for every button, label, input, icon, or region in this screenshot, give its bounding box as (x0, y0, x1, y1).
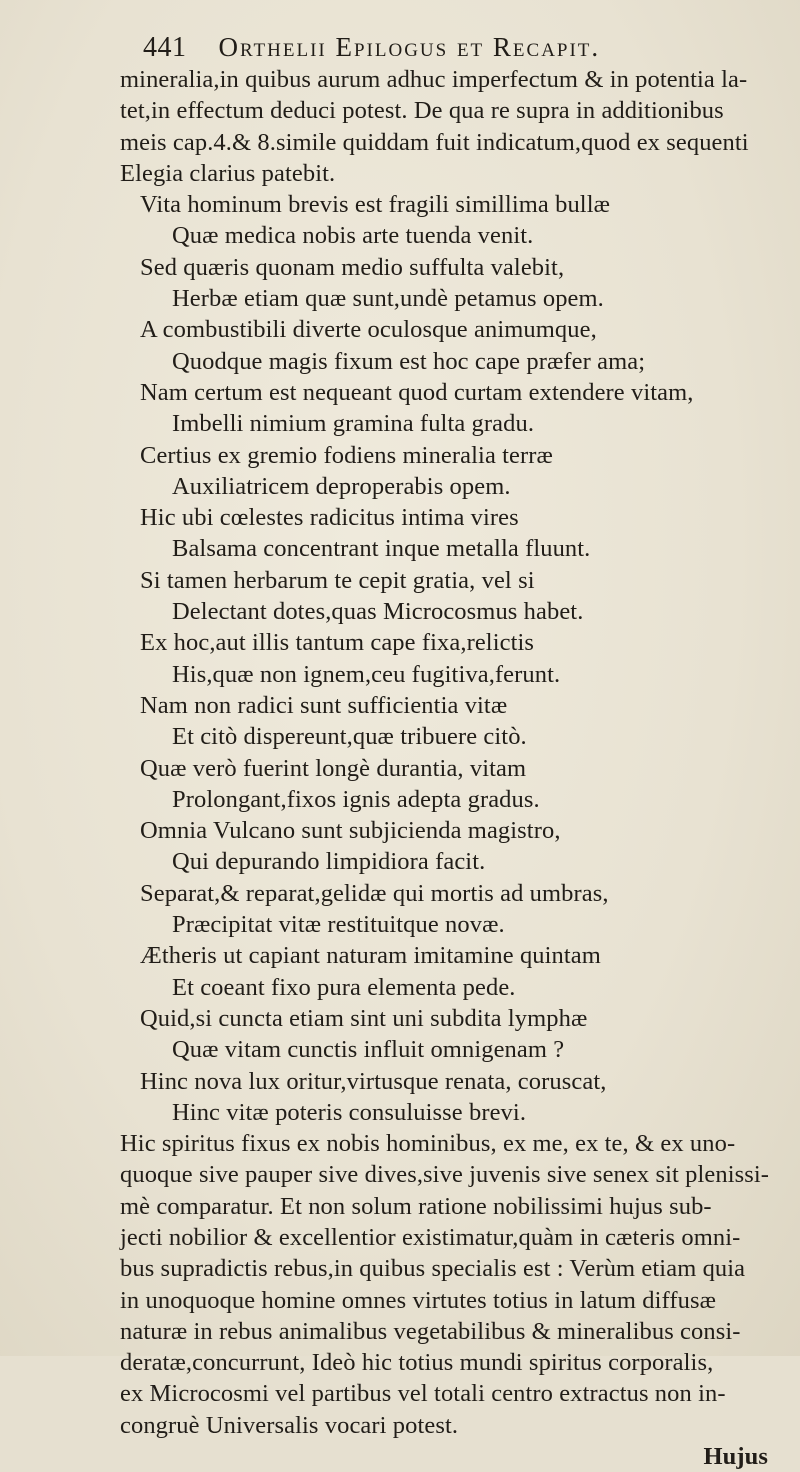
verse-line: Quodque magis fixum est hoc cape præfer ama; (172, 347, 646, 375)
prose-line: congruè Universalis vocari potest. (120, 1411, 459, 1439)
verse-line: Quid,si cuncta etiam sint uni subdita lymphæ (140, 1004, 588, 1032)
verse-line: Imbelli nimium gramina fulta gradu. (172, 410, 535, 438)
verse-line: A combustibili diverte oculosque animumque, (140, 316, 597, 344)
prose-line: ex Microcosmi vel partibus vel totali centro extractus non in- (120, 1380, 726, 1408)
prose-line: quoque sive pauper sive dives,sive juvenis sive senex sit plenissi- (120, 1161, 770, 1189)
verse-line: Quæ medica nobis arte tuenda venit. (172, 222, 534, 250)
verse-line: Prolongant,fixos ignis adepta gradus. (172, 785, 540, 813)
page-header (143, 32, 783, 68)
prose-line: tet,in effectum deduci potest. De qua re supra in additionibus (120, 97, 724, 125)
verse-line: Præcipitat vitæ restituitque novæ. (172, 911, 505, 939)
verse-line: Et coeant fixo pura elementa pede. (172, 973, 516, 1001)
prose-line: Elegia clarius patebit. (120, 159, 336, 187)
verse-line: His,quæ non ignem,ceu fugitiva,ferunt. (172, 660, 561, 688)
verse-line: Hinc vitæ poteris consuluisse brevi. (172, 1098, 527, 1126)
verse-line: Quæ vitam cunctis influit omnigenam ? (172, 1036, 565, 1064)
verse-line: Si tamen herbarum te cepit gratia, vel si (140, 566, 535, 594)
verse-line: Sed quæris quonam medio suffulta valebit, (140, 253, 565, 281)
verse-line: Herbæ etiam quæ sunt,undè petamus opem. (172, 285, 604, 313)
prose-line: meis cap.4.& 8.simile quiddam fuit indicatum,quod ex sequenti (120, 128, 749, 156)
verse-line: Hic ubi cœlestes radicitus intima vires (140, 504, 519, 532)
verse-line: Nam non radici sunt sufficientia vitæ (140, 691, 508, 719)
verse-line: Omnia Vulcano sunt subjicienda magistro, (140, 817, 561, 845)
verse-line: Certius ex gremio fodiens mineralia terræ (140, 441, 553, 469)
catchword: Hujus (703, 1443, 768, 1471)
prose-line: in unoquoque homine omnes virtutes totius in latum diffusæ (120, 1286, 717, 1314)
running-head: Orthelii Epilogus et Recapit. (218, 32, 601, 62)
verse-line: Balsama concentrant inque metalla fluunt. (172, 535, 591, 563)
prose-line: mè comparatur. Et non solum ratione nobilissimi hujus sub- (120, 1192, 712, 1220)
verse-line: Quæ verò fuerint longè durantia, vitam (140, 754, 527, 782)
verse-line: Hinc nova lux oritur,virtusque renata, coruscat, (140, 1067, 607, 1095)
verse-line: Ex hoc,aut illis tantum cape fixa,relictis (140, 629, 535, 657)
verse-line: Nam certum est nequeant quod curtam extendere vitam, (140, 378, 694, 406)
verse-line: Qui depurando limpidiora facit. (172, 848, 486, 876)
prose-line: mineralia,in quibus aurum adhuc imperfectum & in potentia la- (120, 66, 748, 93)
text-block (114, 64, 790, 1472)
prose-line: Hic spiritus fixus ex nobis hominibus, ex me, ex te, & ex uno- (120, 1130, 736, 1158)
verse-line: Ætheris ut capiant naturam imitamine quintam (140, 942, 601, 970)
verse-line: Separat,& reparat,gelidæ qui mortis ad umbras, (140, 879, 609, 907)
prose-line: bus supradictis rebus,in quibus specialis est : Verùm etiam quia (120, 1255, 746, 1283)
page-number: 441 (143, 32, 187, 63)
prose-line: deratæ,concurrunt, Ideò hic totius mundi spiritus corporalis, (120, 1349, 714, 1377)
verse-line: Vita hominum brevis est fragili simillima bullæ (140, 191, 611, 219)
verse-line: Et citò dispereunt,quæ tribuere citò. (172, 723, 527, 751)
verse-line: Auxiliatricem deproperabis opem. (172, 472, 511, 500)
prose-line: naturæ in rebus animalibus vegetabilibus & mineralibus consi- (120, 1317, 741, 1345)
prose-line: jecti nobilior & excellentior existimatur,quàm in cæteris omni- (120, 1223, 741, 1251)
verse-line: Delectant dotes,quas Microcosmus habet. (172, 598, 584, 626)
